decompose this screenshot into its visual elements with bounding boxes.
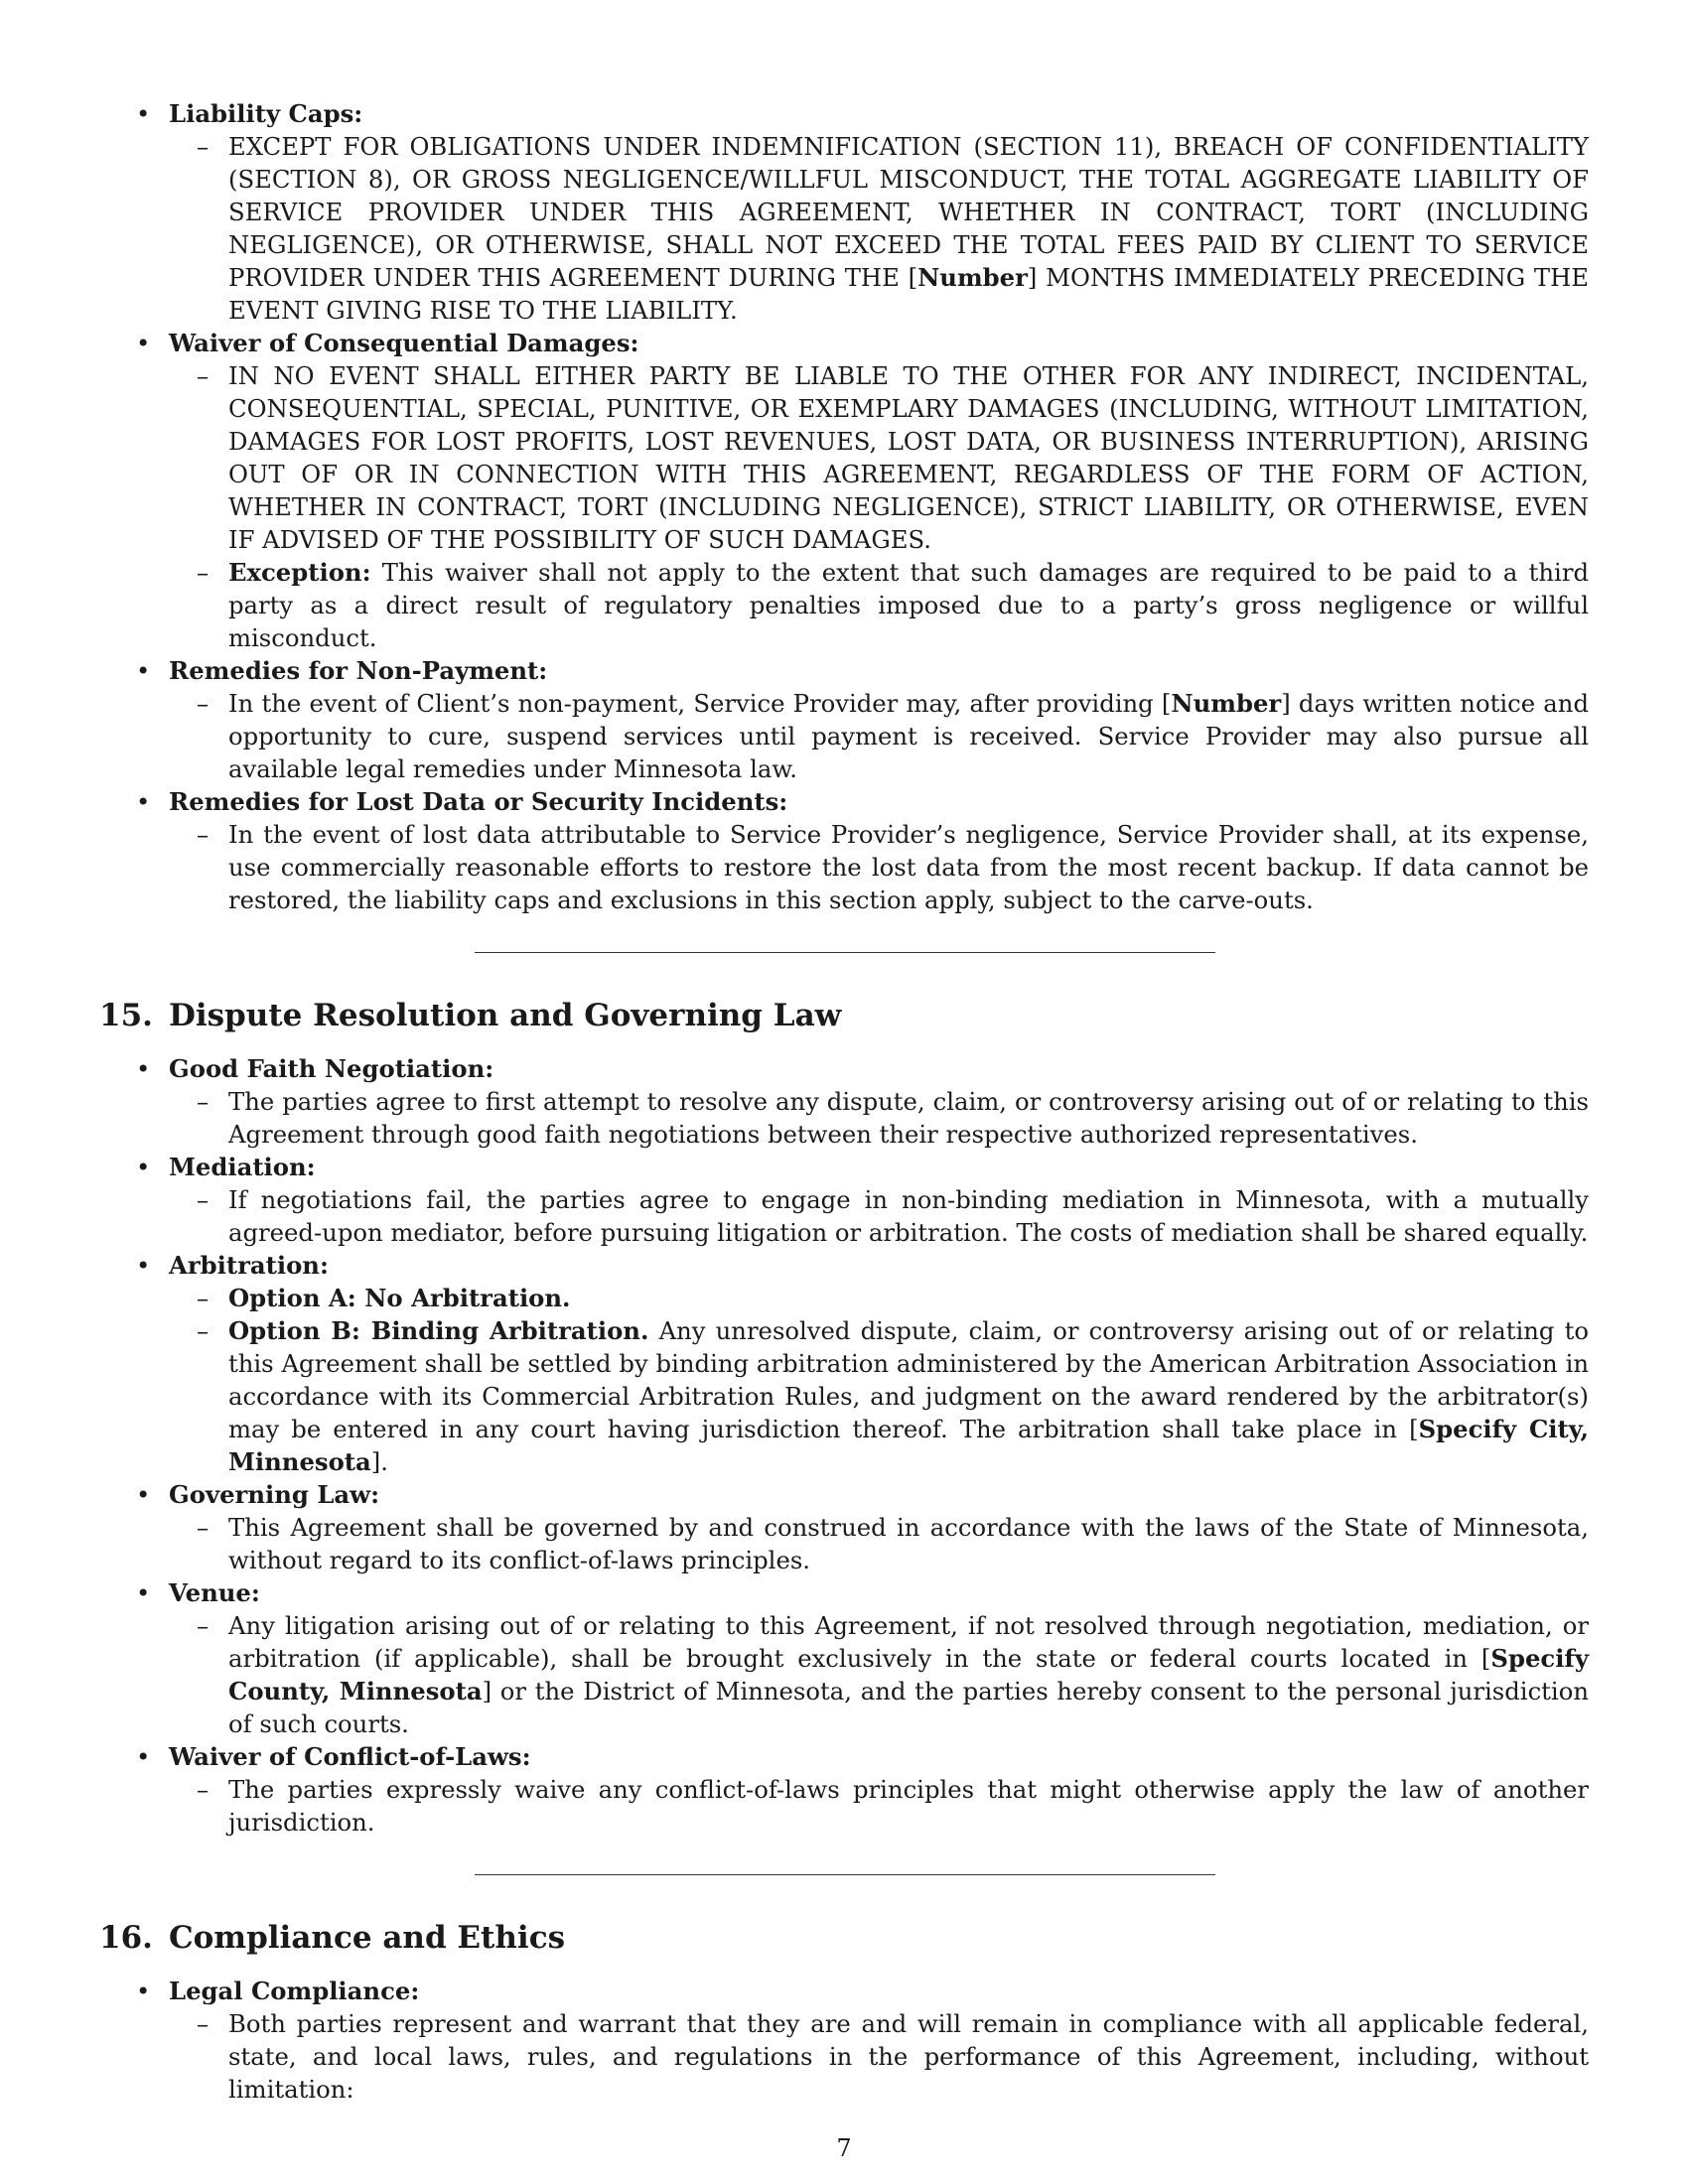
list-item [99,1740,1589,1839]
sub-item: – If negotiations fail, the parties agree to engage in non-binding mediation in Minnesota, with a mutually agreed-upon mediator, before pursuing litigation or arbitration. The costs of mediation shall be shared equally. [169,1183,1589,1249]
list-item [99,1576,1589,1740]
section-15-heading: 15. Dispute Resolution and Governing Law [99,998,842,1033]
section-16-heading: 16. Compliance and Ethics [99,1920,566,1956]
section-divider [475,952,1215,953]
sub-item: – In the event of Client’s non-payment, Service Provider may, after providing [Number] days written notice and opportunity to cure, suspend services until payment is received. Service Provider may also pursue all available legal remedies under Minnesota law. [169,687,1589,785]
sub-item: – IN NO EVENT SHALL EITHER PARTY BE LIABLE TO THE OTHER FOR ANY INDIRECT, INCIDENTAL, CONSEQUENTIAL, SPECIAL, PUNITIVE, OR EXEMPLARY DAMAGES (INCLUDING, WITHOUT LIMITATION, DAMAGES FOR LOST PROFITS, LOST REVENUES, LOST DATA, OR BUSINESS INTERRUPTION), ARISING OUT OF OR IN CONNECTION WITH THIS AGREEMENT, REGARDLESS OF THE FORM OF ACTION, WHETHER IN CONTRACT, TORT (INCLUDING NEGLIGENCE), STRICT LIABILITY, OR OTHERWISE, EVEN IF ADVISED OF THE POSSIBILITY OF SUCH DAMAGES. [169,359,1589,556]
sub-item: – Any litigation arising out of or relating to this Agreement, if not resolved through negotiation, mediation, or arbitration (if applicable), shall be brought exclusively in the state or federal courts located in [Specify County, Minnesota] or the District of Minnesota, and the parties hereby consent to the personal jurisdiction of such courts. [169,1609,1589,1740]
section-15-list [99,1052,1589,1839]
sub-item: – The parties expressly waive any conflict-of-laws principles that might otherwise apply the law of another jurisdiction. [169,1773,1589,1839]
sub-item: – In the event of lost data attributable to Service Provider’s negligence, Service Provider shall, at its expense, use commercially reasonable efforts to restore the lost data from the most recent backup. If data cannot be restored, the liability caps and exclusions in this section apply, subject to the carve-outs. [169,818,1589,916]
item-title: Mediation: [169,1153,316,1181]
sub-item: – Both parties represent and warrant that they are and will remain in compliance with all applicable federal, state, and local laws, rules, and regulations in the performance of this Agreement, including, without limitation: [169,2007,1589,2106]
list-item [99,785,1589,916]
sub-item: – This Agreement shall be governed by and construed in accordance with the laws of the State of Minnesota, without regard to its conflict-of-laws principles. [169,1511,1589,1576]
list-item [99,1478,1589,1576]
list-item [99,327,1589,654]
item-title: Venue: [169,1578,260,1607]
page-number: 7 [836,2134,852,2162]
sub-item: – EXCEPT FOR OBLIGATIONS UNDER INDEMNIFICATION (SECTION 11), BREACH OF CONFIDENTIALITY (SECTION 8), OR GROSS NEGLIGENCE/WILLFUL MISCONDUCT, THE TOTAL AGGREGATE LIABILITY OF SERVICE PROVIDER UNDER THIS AGREEMENT, WHETHER IN CONTRACT, TORT (INCLUDING NEGLIGENCE), OR OTHERWISE, SHALL NOT EXCEED THE TOTAL FEES PAID BY CLIENT TO SERVICE PROVIDER UNDER THIS AGREEMENT DURING THE [Number] MONTHS IMMEDIATELY PRECEDING THE EVENT GIVING RISE TO THE LIABILITY. [169,130,1589,327]
liability-list [99,97,1589,916]
item-title: Arbitration: [169,1251,329,1280]
item-title: Legal Compliance: [169,1977,420,2005]
item-title: Waiver of Consequential Damages: [169,329,639,357]
section-16-list [99,1975,1589,2106]
item-title: Waiver of Conflict-of-Laws: [169,1742,531,1771]
item-title: Remedies for Lost Data or Security Incidents: [169,787,788,816]
sub-item: – Option B: Binding Arbitration. Any unresolved dispute, claim, or controversy arising out of or relating to this Agreement shall be settled by binding arbitration administered by the American Arbitration Association in accordance with its Commercial Arbitration Rules, and judgment on the award rendered by the arbitrator(s) may be entered in any court having jurisdiction thereof. The arbitration shall take place in [Specify City, Minnesota]. [169,1314,1589,1478]
item-title: Remedies for Non-Payment: [169,656,548,685]
sub-item: – The parties agree to first attempt to resolve any dispute, claim, or controversy arising out of or relating to this Agreement through good faith negotiations between their respective authorized representatives. [169,1085,1589,1151]
sub-item: – Option A: No Arbitration. [169,1282,1589,1314]
item-title: Governing Law: [169,1480,380,1509]
list-item [99,97,1589,327]
sub-item: – Exception: This waiver shall not apply to the extent that such damages are required to be paid to a third party as a direct result of regulatory penalties imposed due to a party’s gross negligence or willful misconduct. [169,556,1589,654]
item-title: Liability Caps: [169,99,363,128]
document-page [99,97,1589,2106]
list-item [99,654,1589,785]
section-divider [475,1874,1215,1875]
item-title: Good Faith Negotiation: [169,1054,494,1083]
list-item [99,1151,1589,1249]
list-item [99,1249,1589,1478]
list-item [99,1052,1589,1151]
list-item [99,1975,1589,2106]
